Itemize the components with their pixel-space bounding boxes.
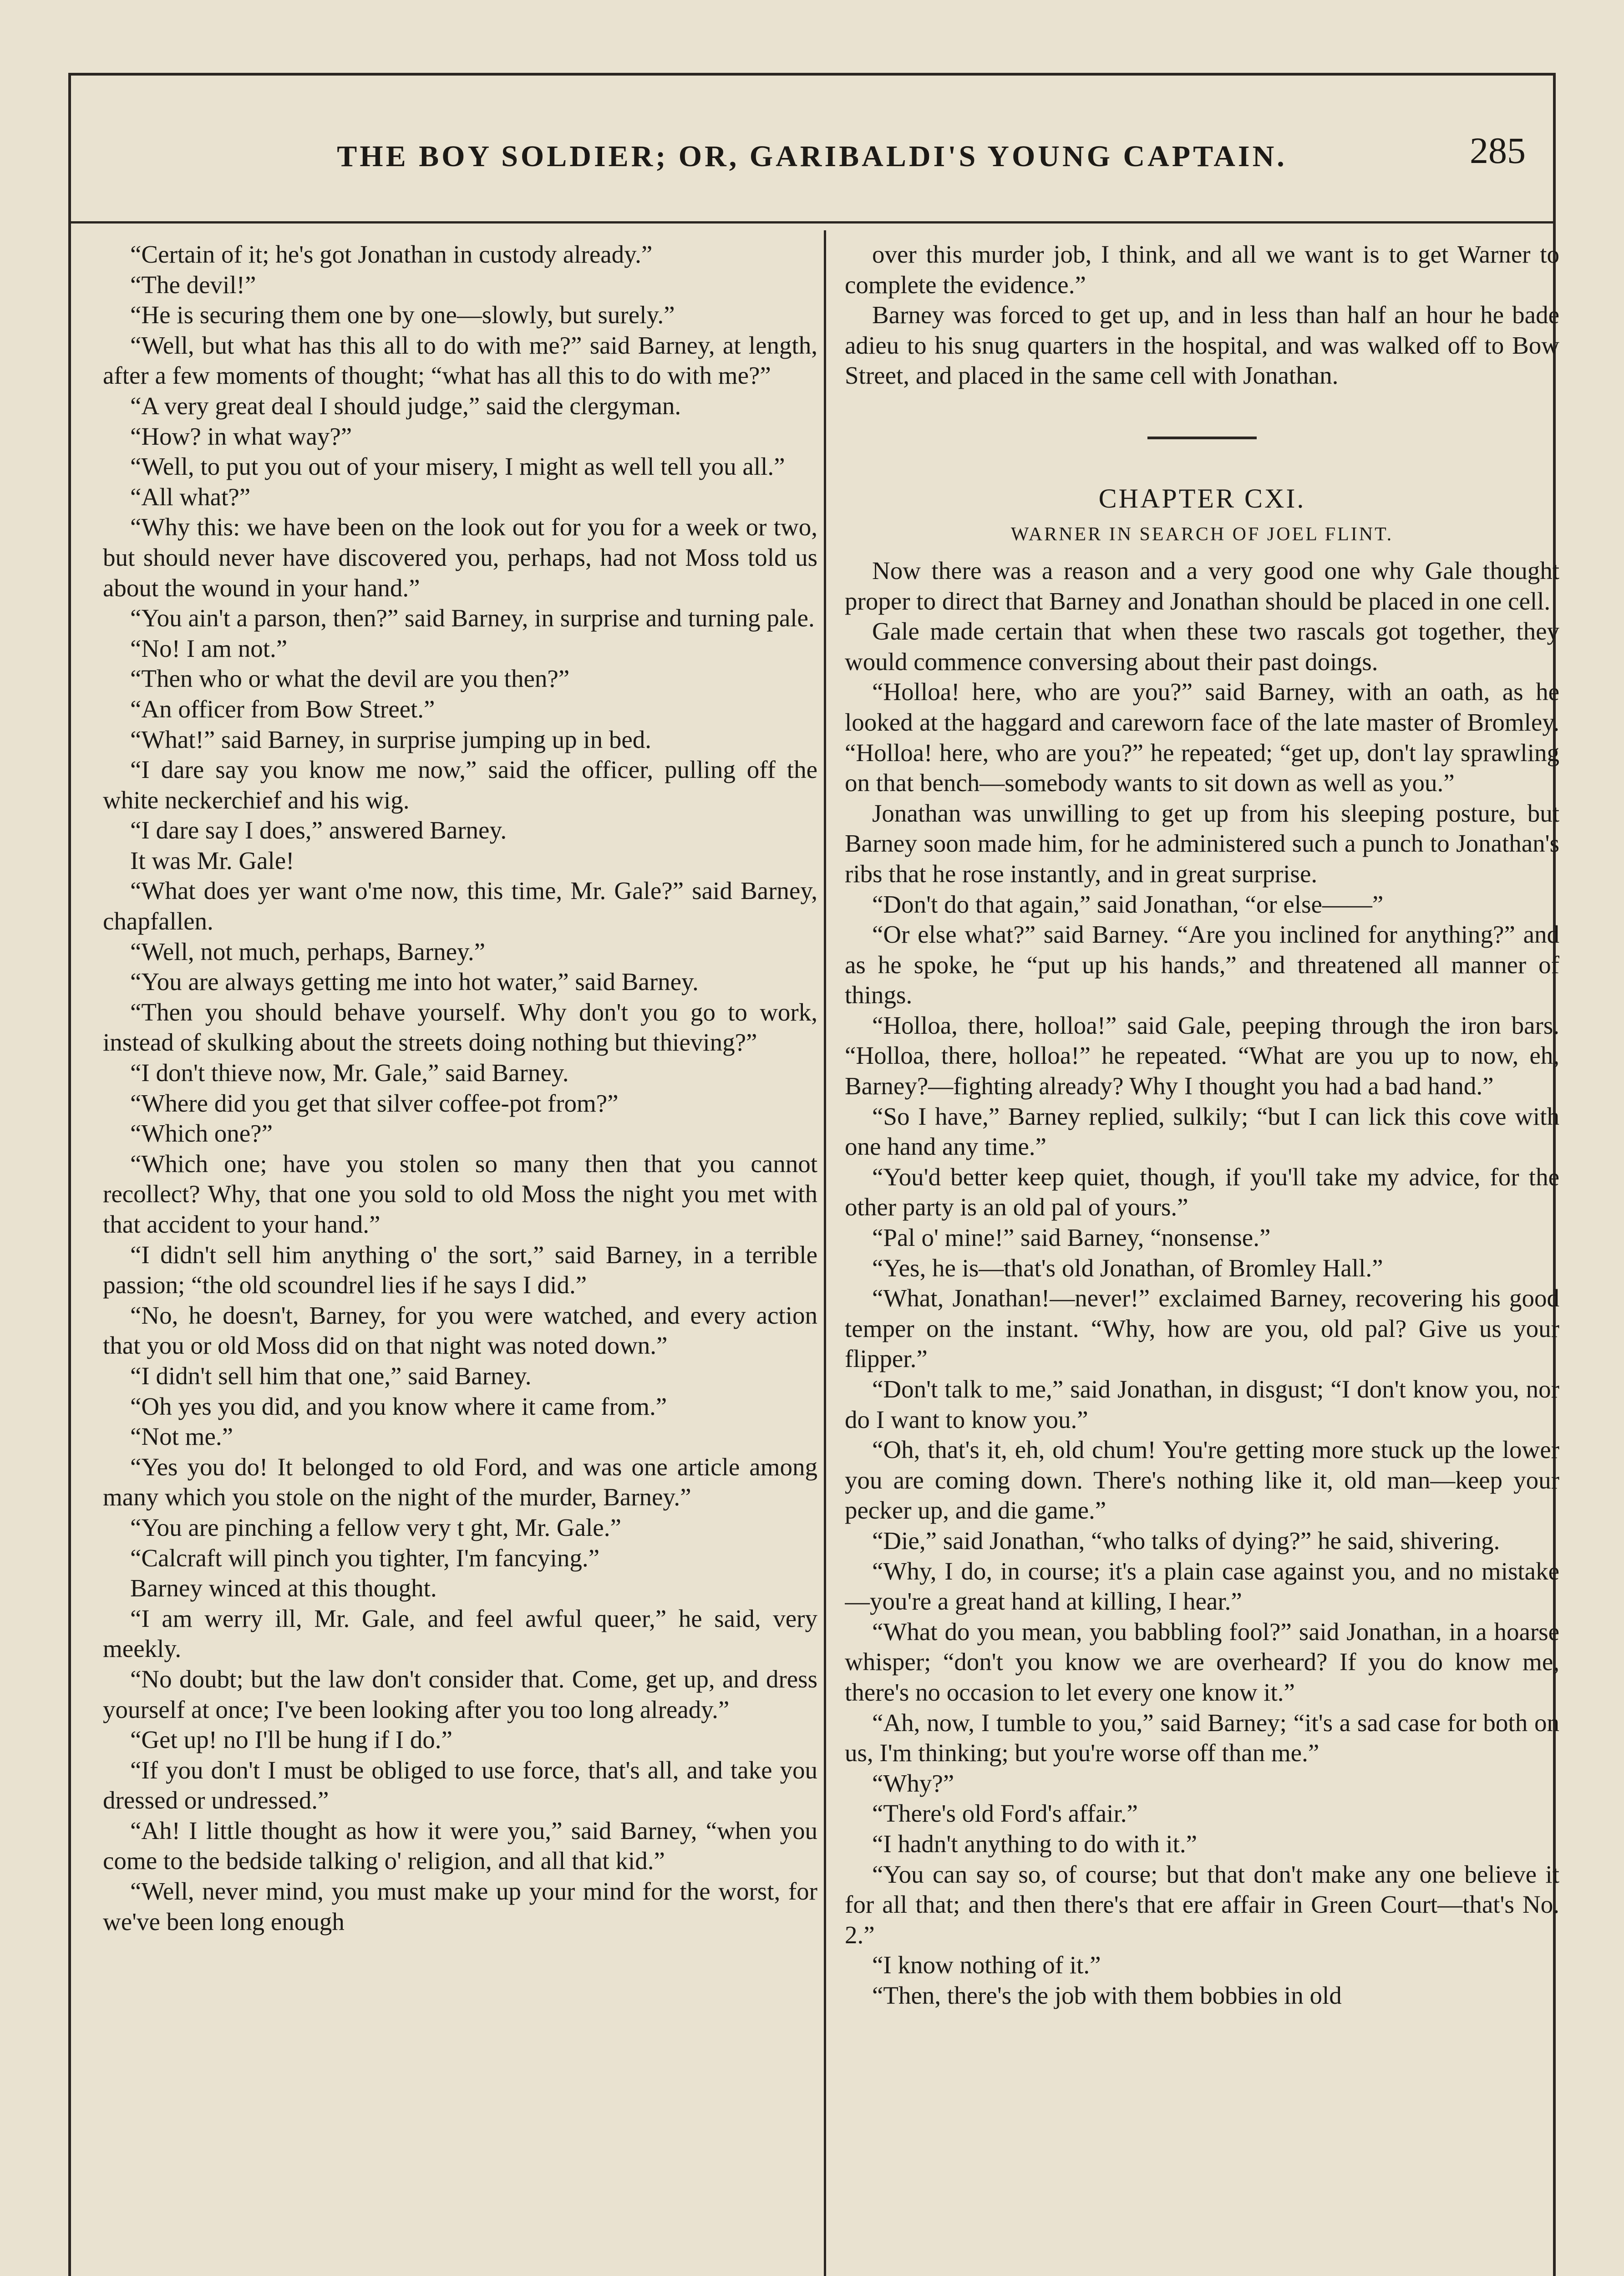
paragraph: “Die,” said Jonathan, “who talks of dying?” he said, shivering. bbox=[872, 1526, 1500, 1555]
paragraph: “Well, never mind, you must make up your mind for the worst, for we've been long enough bbox=[103, 1877, 817, 1936]
paragraph: “Then you should behave yourself. Why don't you go to work, instead of skulking about the streets doing nothing but thieving?” bbox=[103, 998, 817, 1057]
paragraph: “Which one; have you stolen so many then that you cannot recollect? Why, that one you sold to old Moss the night you met with that accident to your hand.” bbox=[103, 1149, 817, 1238]
page-number: 285 bbox=[1470, 130, 1526, 171]
paragraph: “What, Jonathan!—never!” exclaimed Barney, recovering his good temper on the instant. “Why, how are you, old pal? Give us your flipper.” bbox=[845, 1284, 1559, 1373]
paragraph: “You'd better keep quiet, though, if you'll take my advice, for the other party is an old pal of yours.” bbox=[845, 1163, 1559, 1221]
paragraph: “Don't do that again,” said Jonathan, “or else——” bbox=[872, 890, 1384, 918]
paragraph: “You can say so, of course; but that don't make any one believe it for all that; and then there's that ere affair in Green Court—that's No. 2.” bbox=[845, 1860, 1559, 1949]
paragraph: “Yes, he is—that's old Jonathan, of Bromley Hall.” bbox=[872, 1254, 1383, 1282]
paragraph: “No doubt; but the law don't consider that. Come, get up, and dress yourself at once; I've been looking after you too long already.” bbox=[103, 1665, 817, 1723]
paragraph: “Calcraft will pinch you tighter, I'm fancying.” bbox=[130, 1544, 599, 1572]
paragraph: “Which one?” bbox=[130, 1119, 273, 1148]
paragraph: “Don't talk to me,” said Jonathan, in disgust; “I don't know you, nor do I want to know you.” bbox=[845, 1375, 1559, 1433]
paragraph: “What!” said Barney, in surprise jumping up in bed. bbox=[130, 725, 652, 753]
paragraph: “No! I am not.” bbox=[130, 634, 288, 662]
paragraph: “So I have,” Barney replied, sulkily; “but I can lick this cove with one hand any time.” bbox=[845, 1102, 1559, 1161]
paragraph: “Pal o' mine!” said Barney, “nonsense.” bbox=[872, 1224, 1271, 1252]
paragraph: “I didn't sell him that one,” said Barney. bbox=[130, 1362, 532, 1390]
paragraph: “An officer from Bow Street.” bbox=[130, 695, 435, 723]
paragraph: Barney winced at this thought. bbox=[130, 1574, 437, 1602]
paragraph: Jonathan was unwilling to get up from his sleeping posture, but Barney soon made him, for he administered such a punch to Jonathan's ribs that he rose instantly, and in great surprise. bbox=[845, 799, 1559, 888]
paragraph: “Then, there's the job with them bobbies in old bbox=[872, 1981, 1342, 2009]
paragraph: “I don't thieve now, Mr. Gale,” said Barney. bbox=[130, 1059, 569, 1087]
paragraph: “Well, to put you out of your misery, I might as well tell you all.” bbox=[130, 452, 785, 481]
chapter-subtitle: WARNER IN SEARCH OF JOEL FLINT. bbox=[1010, 523, 1394, 545]
paragraph: “I know nothing of it.” bbox=[872, 1951, 1101, 1979]
paragraph: “He is securing them one by one—slowly, but surely.” bbox=[130, 301, 675, 329]
paragraph: “I dare say you know me now,” said the officer, pulling off the white neckerchief and his wig. bbox=[103, 756, 817, 814]
paragraph: “Get up! no I'll be hung if I do.” bbox=[130, 1726, 452, 1754]
paragraph: “You are pinching a fellow very t ght, Mr. Gale.” bbox=[130, 1513, 621, 1541]
paragraph: “Well, not much, perhaps, Barney.” bbox=[130, 937, 486, 965]
paragraph: “What does yer want o'me now, this time, Mr. Gale?” said Barney, chapfallen. bbox=[103, 877, 817, 935]
paragraph: “What do you mean, you babbling fool?” said Jonathan, in a hoarse whisper; “don't you know we are overheard? If you do know me, there's no occasion to let every one know it.” bbox=[845, 1617, 1559, 1706]
paragraph: Gale made certain that when these two rascals got together, they would commence conversing about their past doings. bbox=[845, 617, 1559, 676]
paragraph: Now there was a reason and a very good one why Gale thought proper to direct that Barney and Jonathan should be placed in one cell. bbox=[845, 556, 1559, 615]
paragraph: “Why, I do, in course; it's a plain case against you, and no mistake—you're a great hand at killing, I hear.” bbox=[845, 1557, 1559, 1616]
paragraph: “How? in what way?” bbox=[130, 422, 352, 450]
right-column-bottom bbox=[845, 556, 1559, 2011]
right-column-top bbox=[845, 239, 1559, 391]
paragraph: “Not me.” bbox=[130, 1422, 233, 1451]
column-divider bbox=[824, 230, 826, 2276]
paragraph: “Oh, that's it, eh, old chum! You're getting more stuck up the lower you are coming down. There's nothing like it, old man—keep your pecker up, and die game.” bbox=[845, 1436, 1559, 1524]
paragraph: over this murder job, I think, and all we want is to get Warner to complete the evidence.” bbox=[845, 240, 1559, 299]
page-header bbox=[71, 76, 1553, 224]
paragraph: “I am werry ill, Mr. Gale, and feel awful queer,” he said, very meekly. bbox=[103, 1604, 817, 1663]
paragraph: “Why?” bbox=[872, 1769, 954, 1797]
paragraph: “You are always getting me into hot water,” said Barney. bbox=[130, 968, 699, 996]
paragraph: “Where did you get that silver coffee-pot from?” bbox=[130, 1089, 619, 1117]
paragraph: “All what?” bbox=[130, 483, 251, 511]
paragraph: “I dare say I does,” answered Barney. bbox=[130, 816, 507, 844]
paragraph: “Ah, now, I tumble to you,” said Barney; “it's a sad case for both on us, I'm thinking; but you're worse off than me.” bbox=[845, 1708, 1559, 1767]
right-column bbox=[845, 239, 1559, 2276]
paragraph: “I didn't sell him anything o' the sort,” said Barney, in a terrible passion; “the old scoundrel lies if he says I did.” bbox=[103, 1240, 817, 1299]
paragraph: “Why this: we have been on the look out for you for a week or two, but should never have discovered you, perhaps, had not Moss told us about the wound in your hand.” bbox=[103, 513, 817, 602]
paragraph: “You ain't a parson, then?” said Barney, in surprise and turning pale. bbox=[130, 604, 815, 632]
paragraph: “Or else what?” said Barney. “Are you inclined for anything?” and as he spoke, he “put up his hands,” and threatened all manner of things. bbox=[845, 920, 1559, 1009]
paragraph: “Ah! I little thought as how it were you,” said Barney, “when you come to the bedside talking o' religion, and all that kid.” bbox=[103, 1816, 817, 1875]
paragraph: “A very great deal I should judge,” said the clergyman. bbox=[130, 391, 681, 420]
paragraph: “Well, but what has this all to do with me?” said Barney, at length, after a few moments of thought; “what has all this to do with me?” bbox=[103, 331, 817, 390]
paragraph: Barney was forced to get up, and in less than half an hour he bade adieu to his snug quarters in the hospital, and was walked off to Bow Street, and placed in the same cell with Jonathan. bbox=[845, 301, 1559, 390]
paragraph: “No, he doesn't, Barney, for you were watched, and every action that you or old Moss did on that night was noted down.” bbox=[103, 1301, 817, 1360]
paragraph: “There's old Ford's affair.” bbox=[872, 1799, 1138, 1828]
paragraph: “Holloa, there, holloa!” said Gale, peeping through the iron bars. “Holloa, there, holloa!” he repeated. “What are you up to now, eh, Barney?—fighting already? Why I thought you had a bad hand.” bbox=[845, 1011, 1559, 1100]
paragraph: It was Mr. Gale! bbox=[130, 846, 294, 874]
paragraph: “Then who or what the devil are you then?” bbox=[130, 665, 570, 693]
paragraph: “Holloa! here, who are you?” said Barney, with an oath, as he looked at the haggard and careworn face of the late master of Bromley. “Holloa! here, who are you?” he repeated; “get up, don't lay sprawling on that bench—somebody wants to sit down as well as you.” bbox=[845, 678, 1559, 797]
page-frame bbox=[68, 73, 1559, 2276]
paragraph: “Yes you do! It belonged to old Ford, and was one article among many which you stole on the night of the murder, Barney.” bbox=[103, 1453, 817, 1511]
paragraph: “Certain of it; he's got Jonathan in custody already.” bbox=[130, 240, 653, 268]
section-rule bbox=[1147, 437, 1257, 439]
left-column bbox=[103, 239, 817, 2276]
chapter-title: CHAPTER CXI. bbox=[1098, 483, 1306, 513]
paragraph: “I hadn't anything to do with it.” bbox=[872, 1829, 1198, 1858]
paragraph: “The devil!” bbox=[130, 270, 256, 299]
paragraph: “If you don't I must be obliged to use force, that's all, and take you dressed or undressed.” bbox=[103, 1756, 817, 1814]
running-title: THE BOY SOLDIER; OR, GARIBALDI'S YOUNG CAPTAIN. bbox=[337, 140, 1287, 173]
paragraph: “Oh yes you did, and you know where it came from.” bbox=[130, 1392, 667, 1420]
